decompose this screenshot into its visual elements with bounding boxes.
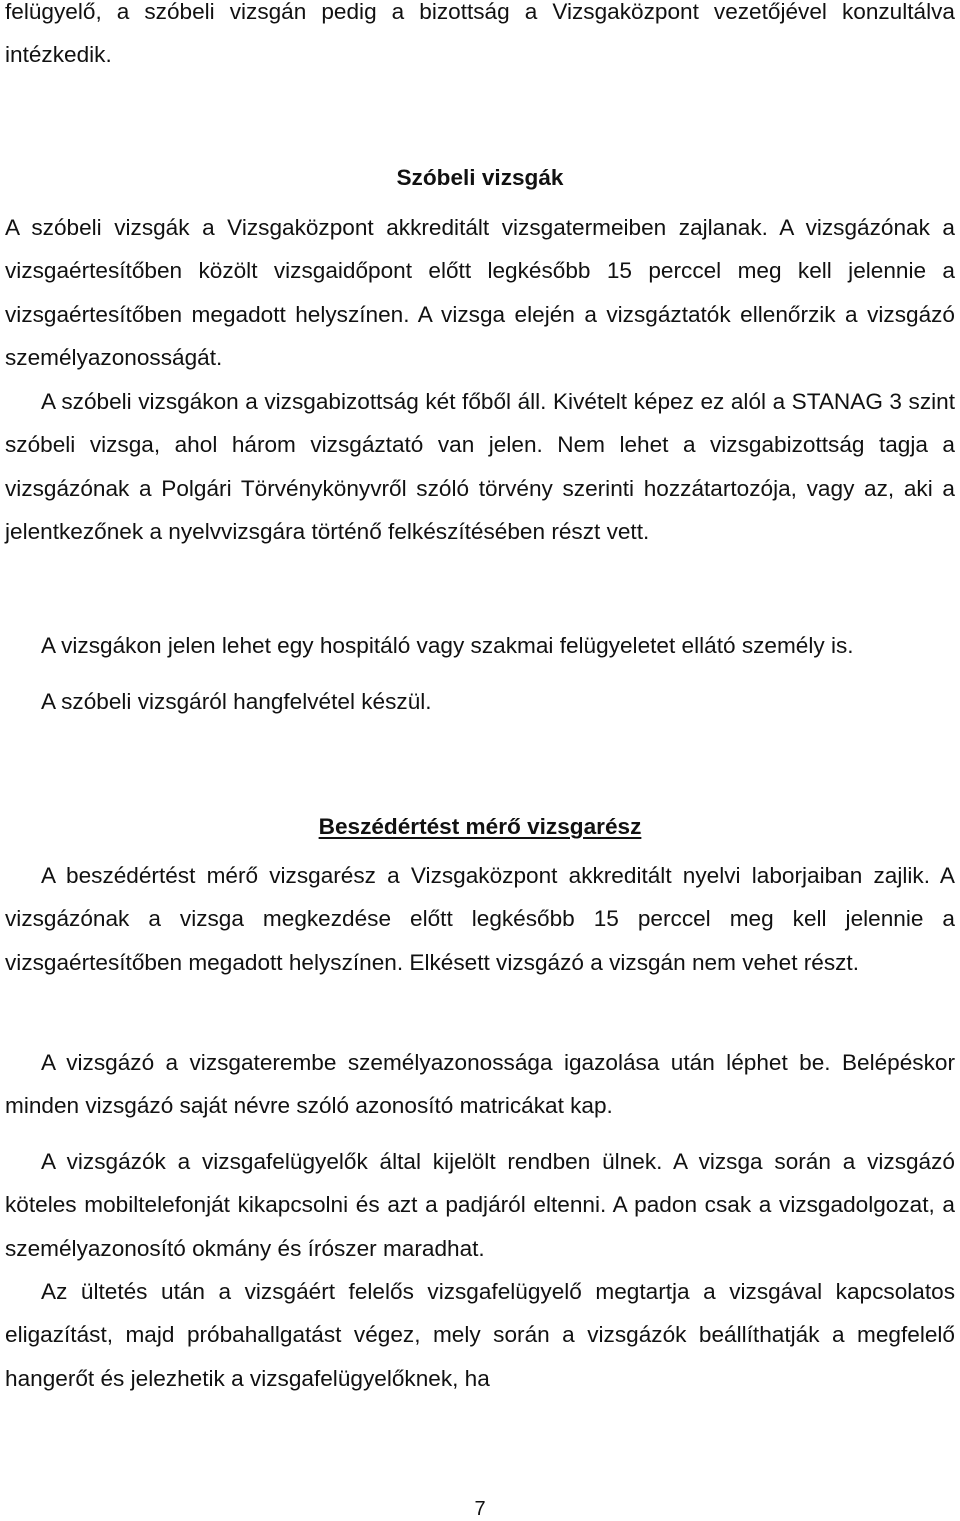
paragraph-seating: A vizsgázók a vizsgafelügyelők által kijelölt rendben ülnek. A vizsga során a vizsgázó köteles mobiltelefonját kikapcsolni és azt a padjáról eltenni. A padon csak a vizsgadolgozat, a személyazonosító okmány és írószer maradhat.: [5, 1149, 955, 1261]
page-number: 7: [474, 1498, 486, 1520]
paragraph-briefing: Az ültetés után a vizsgáért felelős vizsgafelügyelő megtartja a vizsgával kapcsolatos eligazítást, majd próbahallgatást végez, mely során a vizsgázók beállíthatják a megfelelő hangerőt és jelezhetik a vizsgafelügyelőknek, ha: [5, 1279, 955, 1391]
section-heading-oral-exams: Szóbeli vizsgák: [396, 165, 564, 190]
paragraph-oral-exams-location: A szóbeli vizsgák a Vizsgaközpont akkreditált vizsgatermeiben zajlanak. A vizsgázónak a vizsgaértesítőben közölt vizsgaidőpont előtt legkésőbb 15 perccel meg kell jelennie a vizsgaértesítőben megadott helyszínen. A vizsga elején a vizsgáztatók ellenőrzik a vizsgázó személyazonosságát.: [5, 215, 955, 371]
paragraph-continuation: felügyelő, a szóbeli vizsgán pedig a bizottság a Vizsgaközpont vezetőjével konzultálva intézkedik.: [5, 0, 955, 68]
paragraph-entry: A vizsgázó a vizsgaterembe személyazonossága igazolása után léphet be. Belépéskor minden vizsgázó saját névre szóló azonosító matricákat kap.: [5, 1050, 955, 1119]
paragraph-listening-location: A beszédértést mérő vizsgarész a Vizsgaközpont akkreditált nyelvi laborjaiban zajlik. A vizsgázónak a vizsga megkezdése előtt legkésőbb 15 perccel meg kell jelennie a vizsgaértesítőben megadott helyszínen. Elkésett vizsgázó a vizsgán nem vehet részt.: [5, 863, 955, 975]
paragraph-exam-committee: A szóbeli vizsgákon a vizsgabizottság két főből áll. Kivételt képez ez alól a STANAG 3 szint szóbeli vizsga, ahol három vizsgáztató van jelen. Nem lehet a vizsgabizottság tagja a vizsgázónak a Polgári Törvénykönyvről szóló törvény szerinti hozzátartozója, vagy az, aki a jelentkezőnek a nyelvvizsgára történő felkészítésében részt vett.: [5, 389, 955, 545]
paragraph-observer: A vizsgákon jelen lehet egy hospitáló vagy szakmai felügyeletet ellátó személy is.: [41, 633, 854, 658]
section-heading-listening: Beszédértést mérő vizsgarész: [318, 814, 642, 839]
paragraph-recording: A szóbeli vizsgáról hangfelvétel készül.: [41, 689, 432, 714]
